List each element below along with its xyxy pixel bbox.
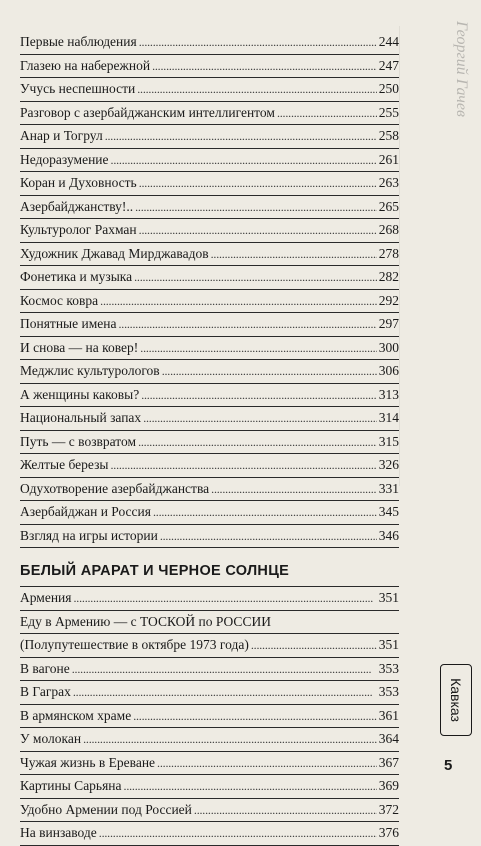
toc-entry[interactable]: Понятные имена . . . 297 (20, 313, 399, 337)
toc-entry[interactable]: В вагоне . . . 353 (20, 658, 399, 682)
toc-entry[interactable]: Фонетика и музыка . . . 282 (20, 266, 399, 290)
toc-entry[interactable]: Разговор с азербайджанским интеллигентом . . . 255 (20, 102, 399, 126)
section-tab-label: Кавказ (440, 664, 472, 736)
page-number: 5 (444, 757, 453, 774)
toc-entry[interactable]: (Полупутешествие в октябре 1973 года) . . . 351 (20, 634, 399, 658)
toc-entry[interactable]: На винзаводе . . . 376 (20, 822, 399, 846)
toc-entry[interactable]: Желтые березы . . . 326 (20, 454, 399, 478)
toc-entry[interactable]: Национальный запах . . . 314 (20, 407, 399, 431)
toc-entry[interactable]: Глазею на набережной . . . 247 (20, 55, 399, 79)
toc-group-top (20, 31, 399, 548)
section-heading: БЕЛЫЙ АРАРАТ И ЧЕРНОЕ СОЛНЦЕ (20, 556, 399, 587)
toc-entry[interactable]: Армения . . . 351 (20, 587, 399, 611)
toc-entry[interactable]: Меджлис культурологов . . . 306 (20, 360, 399, 384)
table-of-contents (20, 31, 399, 846)
toc-entry[interactable]: Чужая жизнь в Ереване . . . 367 (20, 752, 399, 776)
toc-entry[interactable]: Недоразумение . . . 261 (20, 149, 399, 173)
toc-entry[interactable]: Азербайджанству!.. . . . 265 (20, 196, 399, 220)
toc-entry[interactable]: В Гаграх . . . 353 (20, 681, 399, 705)
toc-entry[interactable]: Первые наблюдения . . . 244 (20, 31, 399, 55)
toc-group-bottom (20, 587, 399, 846)
toc-entry[interactable]: Еду в Армению — с ТОСКОЙ по РОССИИ (20, 611, 399, 635)
toc-entry[interactable]: Взгляд на игры истории . . . 346 (20, 525, 399, 549)
toc-entry[interactable]: Анар и Тогрул . . . 258 (20, 125, 399, 149)
toc-entry[interactable]: У молокан . . . 364 (20, 728, 399, 752)
toc-entry[interactable]: Картины Сарьяна . . . 369 (20, 775, 399, 799)
toc-entry[interactable]: Культуролог Рахман . . . 268 (20, 219, 399, 243)
toc-entry[interactable]: Путь — с возвратом . . . 315 (20, 431, 399, 455)
toc-entry[interactable]: И снова — на ковер! . . . 300 (20, 337, 399, 361)
toc-entry[interactable]: Азербайджан и Россия . . . 345 (20, 501, 399, 525)
toc-entry[interactable]: Удобно Армении под Россией . . . 372 (20, 799, 399, 823)
toc-entry[interactable]: Художник Джавад Мирджавадов . . . 278 (20, 243, 399, 267)
toc-entry[interactable]: А женщины каковы? . . . 313 (20, 384, 399, 408)
toc-entry[interactable]: В армянском храме . . . 361 (20, 705, 399, 729)
toc-entry[interactable]: Космос ковра . . . 292 (20, 290, 399, 314)
toc-entry[interactable]: Одухотворение азербайджанства . . . 331 (20, 478, 399, 502)
toc-entry[interactable]: Учусь неспешности . . . 250 (20, 78, 399, 102)
bleed-through-text: Георгий Гачев (452, 21, 470, 117)
page-shadow (399, 26, 400, 486)
toc-entry[interactable]: Коран и Духовность . . . 263 (20, 172, 399, 196)
